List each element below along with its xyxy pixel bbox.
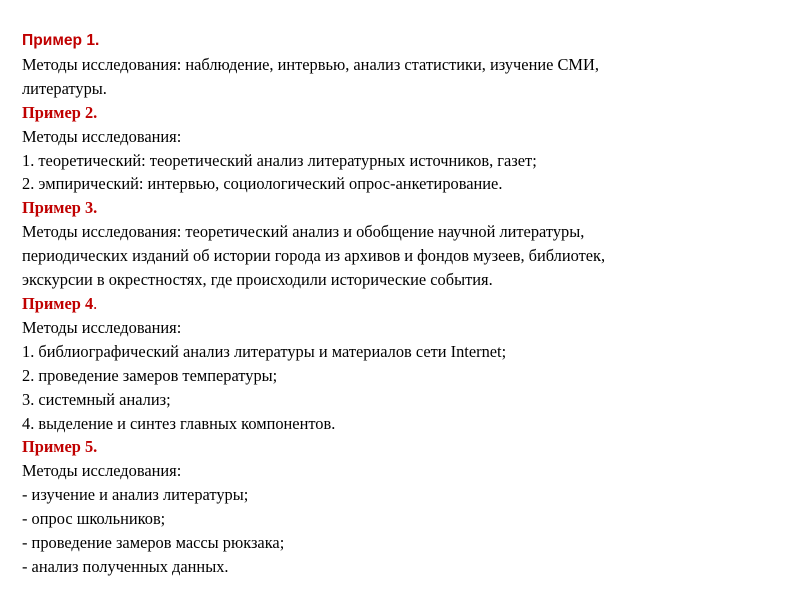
example-4-heading-dot: . <box>93 293 98 313</box>
example-3-line-3: экскурсии в окрестностях, где происходили исторические события. <box>22 270 493 290</box>
example-4-heading <box>22 292 782 316</box>
example-4-line-1: Методы исследования: <box>22 317 182 337</box>
example-2-line-2: 1. теоретический: теоретический анализ литературных источников, газет; <box>22 150 537 170</box>
example-2-heading: Пример 2. <box>22 102 98 122</box>
example-4-line-5: 4. выделение и синтез главных компонентов. <box>22 413 336 433</box>
example-3-line-2: периодических изданий об истории города из архивов и фондов музеев, библиотек, <box>22 246 606 266</box>
example-4-line-4: 3. системный анализ; <box>22 389 171 409</box>
example-2-line-3: 2. эмпирический: интервью, социологический опрос-анкетирование. <box>22 174 503 194</box>
example-1-heading: Пример 1. <box>22 32 100 49</box>
example-5-line-1: Методы исследования: <box>22 461 182 481</box>
slide-text-body <box>22 29 782 579</box>
example-4-line-3: 2. проведение замеров температуры; <box>22 365 278 385</box>
example-2-line-1: Методы исследования: <box>22 126 182 146</box>
example-1-line-1: Методы исследования: наблюдение, интервью, анализ статистики, изучение СМИ, <box>22 54 599 74</box>
example-5-heading: Пример 5. <box>22 437 98 457</box>
example-5-line-5: - анализ полученных данных. <box>22 556 229 576</box>
example-5-line-3: - опрос школьников; <box>22 509 166 529</box>
example-4-line-2: 1. библиографический анализ литературы и материалов сети Internet; <box>22 341 507 361</box>
example-5-line-2: - изучение и анализ литературы; <box>22 485 249 505</box>
example-1-line-2: литературы. <box>22 78 107 98</box>
example-3-heading: Пример 3. <box>22 198 98 218</box>
example-3-line-1: Методы исследования: теоретический анализ и обобщение научной литературы, <box>22 222 585 242</box>
example-4-heading-text: Пример 4 <box>22 293 94 313</box>
example-5-line-4: - проведение замеров массы рюкзака; <box>22 533 285 553</box>
